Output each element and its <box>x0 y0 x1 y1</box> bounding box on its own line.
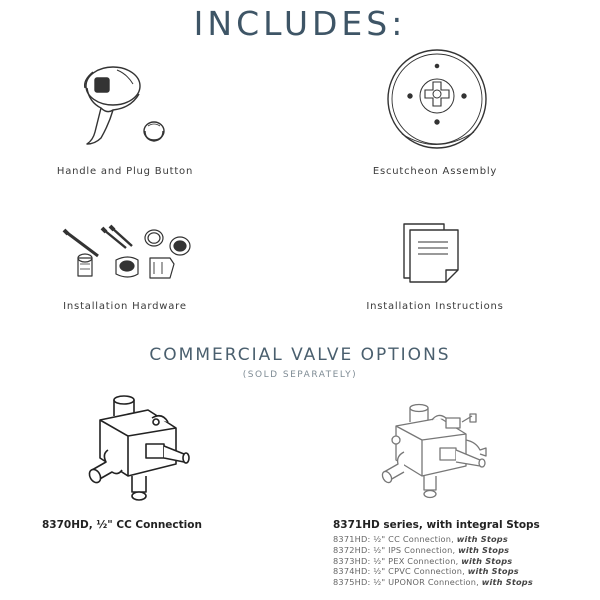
valve-options-list <box>333 534 533 588</box>
hardware-icon <box>58 222 198 290</box>
hardware-caption: Installation Hardware <box>63 301 187 312</box>
valve-icon <box>72 392 202 512</box>
handle-plug-caption: Handle and Plug Button <box>56 166 194 177</box>
instructions-icon <box>400 222 470 294</box>
list-item: 8374HD: ½" CPVC Connection, with Stops <box>333 566 519 577</box>
left-valve-caption: 8370HD, ½" CC Connection <box>42 519 202 531</box>
list-item: 8371HD: ½" CC Connection, with Stops <box>333 534 508 544</box>
handle-plug-icon <box>65 58 185 158</box>
valve-with-stops-icon <box>366 400 506 510</box>
escutcheon-caption: Escutcheon Assembly <box>372 166 498 177</box>
list-item: 8373HD: ½" PEX Connection, with Stops <box>333 555 513 566</box>
instructions-caption: Installation Instructions <box>366 301 504 312</box>
list-item: 8372HD: ½" IPS Connection, with Stops <box>333 544 510 555</box>
valve-options-title: COMMERCIAL VALVE OPTIONS <box>149 345 451 365</box>
sold-separately-note: (SOLD SEPARATELY) <box>242 370 358 380</box>
page-title: INCLUDES: <box>193 4 407 43</box>
list-item: 8375HD: ½" UPONOR Connection, with Stops <box>333 577 533 588</box>
right-valve-caption: 8371HD series, with integral Stops <box>333 519 540 531</box>
escutcheon-icon <box>382 44 492 154</box>
